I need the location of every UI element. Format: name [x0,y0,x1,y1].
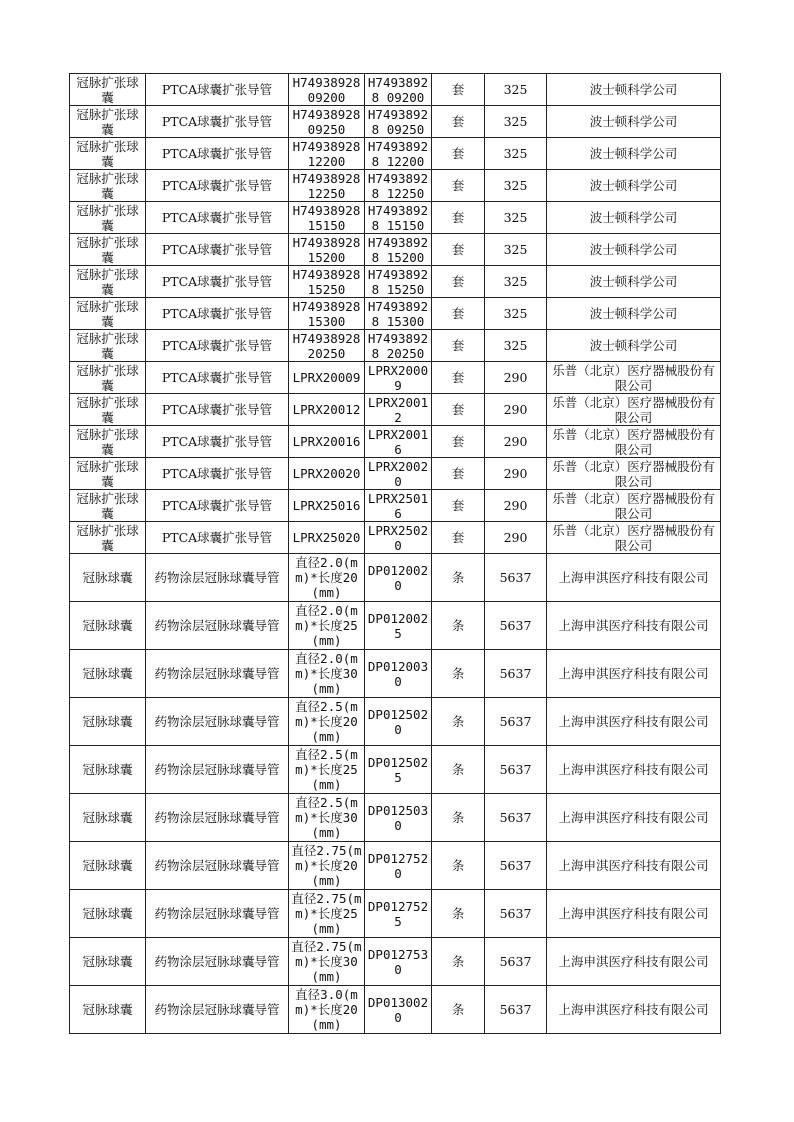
category-cell: 冠脉扩张球囊 [70,458,146,490]
unit-cell: 条 [432,602,485,650]
unit-cell: 套 [432,234,485,266]
table-row [70,746,721,794]
manufacturer-cell: 波士顿科学公司 [547,330,721,362]
category-cell: 冠脉球囊 [70,842,146,890]
unit-cell: 套 [432,330,485,362]
manufacturer-cell: 乐普（北京）医疗器械股份有限公司 [547,394,721,426]
price-cell: 5637 [485,554,547,602]
product-name-cell: PTCA球囊扩张导管 [146,522,289,554]
price-cell: 5637 [485,602,547,650]
manufacturer-cell: 上海申淇医疗科技有限公司 [547,842,721,890]
specification-cell: H7493892809200 [289,74,365,106]
manufacturer-cell: 上海申淇医疗科技有限公司 [547,650,721,698]
category-cell: 冠脉扩张球囊 [70,522,146,554]
category-cell: 冠脉扩张球囊 [70,362,146,394]
product-name-cell: PTCA球囊扩张导管 [146,234,289,266]
price-cell: 290 [485,426,547,458]
table-row [70,986,721,1034]
specification-cell: 直径2.75(mm)*长度30(mm) [289,938,365,986]
model-cell: H74938928 12250 [365,170,432,202]
manufacturer-cell: 乐普（北京）医疗器械股份有限公司 [547,490,721,522]
specification-cell: 直径2.5(mm)*长度20(mm) [289,698,365,746]
specification-cell: LPRX20009 [289,362,365,394]
table-row [70,234,721,266]
specification-cell: H7493892815150 [289,202,365,234]
manufacturer-cell: 波士顿科学公司 [547,298,721,330]
unit-cell: 套 [432,266,485,298]
price-cell: 290 [485,362,547,394]
price-cell: 325 [485,330,547,362]
product-name-cell: 药物涂层冠脉球囊导管 [146,986,289,1034]
category-cell: 冠脉球囊 [70,986,146,1034]
table-row [70,298,721,330]
model-cell: H74938928 15300 [365,298,432,330]
category-cell: 冠脉扩张球囊 [70,394,146,426]
specification-cell: 直径3.0(mm)*长度20(mm) [289,986,365,1034]
unit-cell: 套 [432,106,485,138]
price-cell: 5637 [485,794,547,842]
model-cell: DP0120025 [365,602,432,650]
category-cell: 冠脉扩张球囊 [70,266,146,298]
category-cell: 冠脉球囊 [70,698,146,746]
price-cell: 290 [485,458,547,490]
manufacturer-cell: 波士顿科学公司 [547,202,721,234]
catalog-table [69,73,721,1034]
manufacturer-cell: 波士顿科学公司 [547,106,721,138]
table-row [70,554,721,602]
category-cell: 冠脉球囊 [70,554,146,602]
specification-cell: 直径2.75(mm)*长度25(mm) [289,890,365,938]
model-cell: H74938928 15250 [365,266,432,298]
product-name-cell: 药物涂层冠脉球囊导管 [146,554,289,602]
table-row [70,458,721,490]
specification-cell: H7493892815250 [289,266,365,298]
price-cell: 5637 [485,986,547,1034]
product-name-cell: PTCA球囊扩张导管 [146,202,289,234]
product-name-cell: PTCA球囊扩张导管 [146,394,289,426]
table-row [70,938,721,986]
category-cell: 冠脉扩张球囊 [70,490,146,522]
model-cell: LPRX20016 [365,426,432,458]
manufacturer-cell: 波士顿科学公司 [547,74,721,106]
specification-cell: 直径2.0(mm)*长度20(mm) [289,554,365,602]
specification-cell: LPRX25016 [289,490,365,522]
price-cell: 5637 [485,890,547,938]
unit-cell: 套 [432,394,485,426]
price-cell: 5637 [485,746,547,794]
unit-cell: 套 [432,170,485,202]
specification-cell: 直径2.5(mm)*长度25(mm) [289,746,365,794]
unit-cell: 条 [432,794,485,842]
price-cell: 5637 [485,698,547,746]
model-cell: H74938928 15150 [365,202,432,234]
category-cell: 冠脉球囊 [70,938,146,986]
category-cell: 冠脉扩张球囊 [70,330,146,362]
model-cell: LPRX20020 [365,458,432,490]
table-row [70,490,721,522]
manufacturer-cell: 上海申淇医疗科技有限公司 [547,746,721,794]
category-cell: 冠脉扩张球囊 [70,202,146,234]
product-name-cell: 药物涂层冠脉球囊导管 [146,938,289,986]
product-name-cell: 药物涂层冠脉球囊导管 [146,794,289,842]
manufacturer-cell: 波士顿科学公司 [547,138,721,170]
model-cell: DP0127530 [365,938,432,986]
table-row [70,138,721,170]
unit-cell: 套 [432,426,485,458]
product-name-cell: PTCA球囊扩张导管 [146,266,289,298]
unit-cell: 套 [432,362,485,394]
category-cell: 冠脉扩张球囊 [70,298,146,330]
specification-cell: LPRX25020 [289,522,365,554]
price-cell: 5637 [485,842,547,890]
specification-cell: H7493892820250 [289,330,365,362]
category-cell: 冠脉球囊 [70,794,146,842]
product-name-cell: PTCA球囊扩张导管 [146,426,289,458]
manufacturer-cell: 波士顿科学公司 [547,170,721,202]
specification-cell: LPRX20016 [289,426,365,458]
specification-cell: H7493892812250 [289,170,365,202]
price-cell: 290 [485,522,547,554]
unit-cell: 条 [432,986,485,1034]
manufacturer-cell: 上海申淇医疗科技有限公司 [547,554,721,602]
model-cell: DP0127525 [365,890,432,938]
table-row [70,602,721,650]
product-name-cell: 药物涂层冠脉球囊导管 [146,602,289,650]
specification-cell: H7493892815200 [289,234,365,266]
price-cell: 290 [485,490,547,522]
category-cell: 冠脉扩张球囊 [70,138,146,170]
table-row [70,170,721,202]
product-name-cell: PTCA球囊扩张导管 [146,362,289,394]
unit-cell: 条 [432,938,485,986]
model-cell: H74938928 20250 [365,330,432,362]
specification-cell: 直径2.0(mm)*长度30(mm) [289,650,365,698]
price-cell: 5637 [485,650,547,698]
product-name-cell: PTCA球囊扩张导管 [146,298,289,330]
model-cell: H74938928 09250 [365,106,432,138]
table-row [70,650,721,698]
manufacturer-cell: 上海申淇医疗科技有限公司 [547,602,721,650]
price-cell: 290 [485,394,547,426]
table-row [70,266,721,298]
specification-cell: LPRX20020 [289,458,365,490]
product-name-cell: PTCA球囊扩张导管 [146,330,289,362]
product-name-cell: PTCA球囊扩张导管 [146,490,289,522]
model-cell: DP0120020 [365,554,432,602]
model-cell: DP0125030 [365,794,432,842]
category-cell: 冠脉扩张球囊 [70,426,146,458]
unit-cell: 套 [432,138,485,170]
table-row [70,842,721,890]
specification-cell: 直径2.5(mm)*长度30(mm) [289,794,365,842]
unit-cell: 条 [432,554,485,602]
unit-cell: 套 [432,74,485,106]
manufacturer-cell: 乐普（北京）医疗器械股份有限公司 [547,458,721,490]
model-cell: DP0130020 [365,986,432,1034]
product-name-cell: PTCA球囊扩张导管 [146,74,289,106]
specification-cell: H7493892809250 [289,106,365,138]
table-row [70,698,721,746]
product-name-cell: 药物涂层冠脉球囊导管 [146,842,289,890]
table-row [70,202,721,234]
product-name-cell: 药物涂层冠脉球囊导管 [146,746,289,794]
category-cell: 冠脉球囊 [70,650,146,698]
category-cell: 冠脉球囊 [70,890,146,938]
model-cell: DP0125025 [365,746,432,794]
model-cell: LPRX20012 [365,394,432,426]
product-name-cell: 药物涂层冠脉球囊导管 [146,890,289,938]
price-cell: 325 [485,234,547,266]
unit-cell: 套 [432,458,485,490]
unit-cell: 套 [432,490,485,522]
table-row [70,362,721,394]
price-cell: 5637 [485,938,547,986]
table-row [70,74,721,106]
manufacturer-cell: 乐普（北京）医疗器械股份有限公司 [547,522,721,554]
table-row [70,426,721,458]
price-cell: 325 [485,298,547,330]
specification-cell: LPRX20012 [289,394,365,426]
table-row [70,394,721,426]
price-cell: 325 [485,106,547,138]
model-cell: LPRX25020 [365,522,432,554]
price-cell: 325 [485,138,547,170]
manufacturer-cell: 波士顿科学公司 [547,266,721,298]
unit-cell: 条 [432,842,485,890]
price-cell: 325 [485,74,547,106]
model-cell: H74938928 12200 [365,138,432,170]
model-cell: DP0125020 [365,698,432,746]
model-cell: H74938928 15200 [365,234,432,266]
specification-cell: H7493892812200 [289,138,365,170]
table-row [70,890,721,938]
category-cell: 冠脉扩张球囊 [70,74,146,106]
manufacturer-cell: 上海申淇医疗科技有限公司 [547,938,721,986]
price-cell: 325 [485,170,547,202]
model-cell: LPRX25016 [365,490,432,522]
model-cell: LPRX20009 [365,362,432,394]
product-name-cell: PTCA球囊扩张导管 [146,138,289,170]
product-name-cell: PTCA球囊扩张导管 [146,106,289,138]
category-cell: 冠脉扩张球囊 [70,106,146,138]
table-row [70,522,721,554]
unit-cell: 套 [432,298,485,330]
price-cell: 325 [485,202,547,234]
model-cell: H74938928 09200 [365,74,432,106]
unit-cell: 条 [432,890,485,938]
category-cell: 冠脉扩张球囊 [70,170,146,202]
specification-cell: 直径2.0(mm)*长度25(mm) [289,602,365,650]
unit-cell: 条 [432,746,485,794]
model-cell: DP0120030 [365,650,432,698]
product-name-cell: 药物涂层冠脉球囊导管 [146,698,289,746]
category-cell: 冠脉球囊 [70,746,146,794]
product-name-cell: PTCA球囊扩张导管 [146,458,289,490]
manufacturer-cell: 乐普（北京）医疗器械股份有限公司 [547,426,721,458]
unit-cell: 套 [432,202,485,234]
model-cell: DP0127520 [365,842,432,890]
manufacturer-cell: 上海申淇医疗科技有限公司 [547,986,721,1034]
table-row [70,330,721,362]
manufacturer-cell: 上海申淇医疗科技有限公司 [547,794,721,842]
specification-cell: 直径2.75(mm)*长度20(mm) [289,842,365,890]
manufacturer-cell: 上海申淇医疗科技有限公司 [547,890,721,938]
table-row [70,106,721,138]
manufacturer-cell: 波士顿科学公司 [547,234,721,266]
specification-cell: H7493892815300 [289,298,365,330]
unit-cell: 套 [432,522,485,554]
manufacturer-cell: 乐普（北京）医疗器械股份有限公司 [547,362,721,394]
unit-cell: 条 [432,698,485,746]
category-cell: 冠脉扩张球囊 [70,234,146,266]
table-body [70,74,721,1034]
manufacturer-cell: 上海申淇医疗科技有限公司 [547,698,721,746]
unit-cell: 条 [432,650,485,698]
price-cell: 325 [485,266,547,298]
table-row [70,794,721,842]
product-name-cell: PTCA球囊扩张导管 [146,170,289,202]
product-name-cell: 药物涂层冠脉球囊导管 [146,650,289,698]
category-cell: 冠脉球囊 [70,602,146,650]
